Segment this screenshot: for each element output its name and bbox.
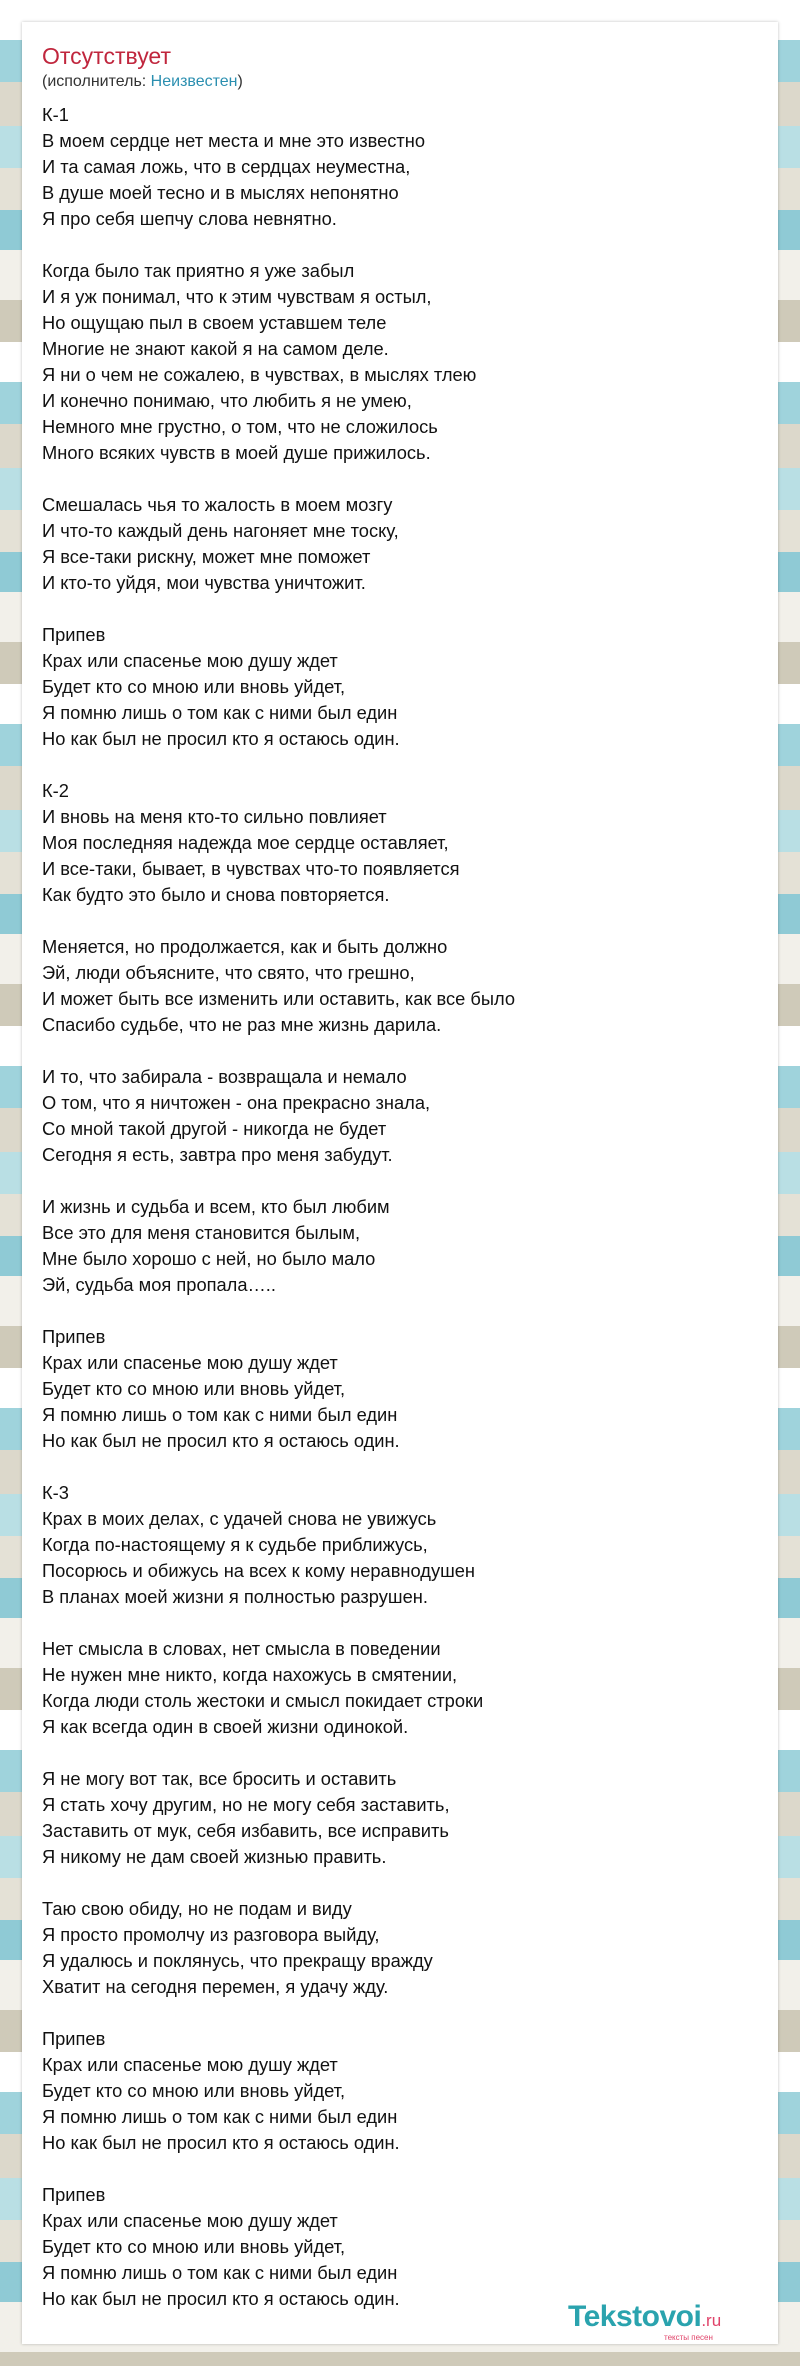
artist-suffix: ) (237, 73, 243, 90)
lyrics-stanza (42, 934, 742, 1038)
artist-link[interactable]: Неизвестен (150, 73, 238, 90)
lyric-line: Многие не знают какой я на самом деле. (42, 338, 389, 359)
lyric-line: О том, что я ничтожен - она прекрасно знала, (42, 1092, 431, 1113)
lyric-line: И жизнь и судьба и всем, кто был любим (42, 1196, 390, 1217)
lyric-line: Не нужен мне никто, когда нахожусь в смятении, (42, 1664, 458, 1685)
lyric-line: Я не могу вот так, все бросить и оставить (42, 1768, 397, 1789)
lyric-line: Меняется, но продолжается, как и быть должно (42, 936, 448, 957)
lyric-line: Я все-таки рискну, может мне поможет (42, 546, 371, 567)
logo-tagline: тексты песен (664, 2333, 713, 2342)
lyric-line: В планах моей жизни я полностью разрушен. (42, 1586, 428, 1607)
lyric-line: Сегодня я есть, завтра про меня забудут. (42, 1144, 393, 1165)
lyrics-stanza (42, 1896, 742, 2000)
stanza-heading: Припев (42, 2184, 106, 2205)
stanza-heading: К-3 (42, 1482, 69, 1503)
lyric-line: Моя последняя надежда мое сердце оставляет, (42, 832, 449, 853)
lyric-line: Эй, люди объясните, что свято, что грешно, (42, 962, 415, 983)
lyric-line: Когда люди столь жестоки и смысл покидает строки (42, 1690, 484, 1711)
lyric-line: И та самая ложь, что в сердцах неуместна, (42, 156, 411, 177)
lyric-line: Нет смысла в словах, нет смысла в поведении (42, 1638, 441, 1659)
lyric-line: Я помню лишь о том как с ними был един (42, 702, 398, 723)
lyric-line: Но как был не просил кто я остаюсь один. (42, 2132, 400, 2153)
lyrics-stanza (42, 778, 742, 908)
lyrics-stanza (42, 102, 742, 232)
lyric-line: И все-таки, бывает, в чувствах что-то появляется (42, 858, 460, 879)
lyric-line: И может быть все изменить или оставить, как все было (42, 988, 516, 1009)
lyric-line: И конечно понимаю, что любить я не умею, (42, 390, 412, 411)
lyric-line: Крах или спасенье мою душу ждет (42, 2210, 338, 2231)
artist-prefix: (исполнитель: (42, 73, 151, 90)
lyric-line: Я помню лишь о том как с ними был един (42, 2106, 398, 2127)
lyric-line: Я удалюсь и поклянусь, что прекращу вражду (42, 1950, 433, 1971)
lyric-line: И я уж понимал, что к этим чувствам я остыл, (42, 286, 432, 307)
lyric-line: Когда было так приятно я уже забыл (42, 260, 355, 281)
lyric-line: Хватит на сегодня перемен, я удачу жду. (42, 1976, 389, 1997)
lyric-line: Я как всегда один в своей жизни одинокой. (42, 1716, 409, 1737)
lyrics-stanza (42, 258, 742, 466)
lyrics-stanza (42, 1194, 742, 1298)
lyrics-stanza (42, 622, 742, 752)
logo-tld: .ru (701, 2311, 722, 2330)
song-title: Отсутствует (42, 43, 171, 69)
lyric-line: Я про себя шепчу слова невнятно. (42, 208, 337, 229)
lyric-line: Спасибо судьбе, что не раз мне жизнь дарила. (42, 1014, 442, 1035)
lyric-line: Я стать хочу другим, но не могу себя заставить, (42, 1794, 450, 1815)
lyric-line: В моем сердце нет места и мне это известно (42, 130, 426, 151)
lyric-line: И что-то каждый день нагоняет мне тоску, (42, 520, 399, 541)
artist-line (42, 72, 243, 92)
logo-name: Tekstovoi (568, 2300, 702, 2333)
lyric-line: Много всяких чувств в моей душе прижилось. (42, 442, 431, 463)
stanza-heading: К-2 (42, 780, 69, 801)
lyric-line: Эй, судьба моя пропала….. (42, 1274, 276, 1295)
lyric-line: Я никому не дам своей жизнью править. (42, 1846, 387, 1867)
lyric-line: И то, что забирала - возвращала и немало (42, 1066, 407, 1087)
lyric-line: Таю свою обиду, но не подам и виду (42, 1898, 352, 1919)
lyric-line: Но как был не просил кто я остаюсь один. (42, 1430, 400, 1451)
lyric-line: Я помню лишь о том как с ними был един (42, 2262, 398, 2283)
lyric-line: Посорюсь и обижусь на всех к кому неравнодушен (42, 1560, 476, 1581)
lyric-line: Как будто это было и снова повторяется. (42, 884, 390, 905)
lyric-line: Я просто промолчу из разговора выйду, (42, 1924, 380, 1945)
lyric-line: Мне было хорошо с ней, но было мало (42, 1248, 376, 1269)
lyric-line: Когда по-настоящему я к судьбе приближусь, (42, 1534, 428, 1555)
lyric-line: Все это для меня становится былым, (42, 1222, 361, 1243)
stanza-heading: Припев (42, 2028, 106, 2049)
lyrics-card (22, 22, 778, 2344)
lyrics-stanza (42, 1480, 742, 1610)
lyrics-stanza (42, 1636, 742, 1740)
lyrics-text (42, 102, 742, 2338)
lyric-line: Заставить от мук, себя избавить, все исправить (42, 1820, 449, 1841)
stanza-heading: Припев (42, 624, 106, 645)
lyric-line: Будет кто со мною или вновь уйдет, (42, 2236, 346, 2257)
lyric-line: Я ни о чем не сожалею, в чувствах, в мыслях тлею (42, 364, 477, 385)
lyrics-stanza (42, 1766, 742, 1870)
lyric-line: Но как был не просил кто я остаюсь один. (42, 2288, 400, 2309)
lyric-line: И кто-то уйдя, мои чувства уничтожит. (42, 572, 366, 593)
lyric-line: В душе моей тесно и в мыслях непонятно (42, 182, 399, 203)
lyric-line: Будет кто со мною или вновь уйдет, (42, 2080, 346, 2101)
stanza-heading: К-1 (42, 104, 69, 125)
lyrics-stanza (42, 2182, 742, 2312)
lyric-line: Крах или спасенье мою душу ждет (42, 650, 338, 671)
lyrics-stanza (42, 1064, 742, 1168)
lyrics-stanza (42, 492, 742, 596)
lyric-line: Но как был не просил кто я остаюсь один. (42, 728, 400, 749)
stanza-heading: Припев (42, 1326, 106, 1347)
lyrics-stanza (42, 1324, 742, 1454)
lyrics-stanza (42, 2026, 742, 2156)
lyric-line: Будет кто со мною или вновь уйдет, (42, 676, 346, 697)
lyric-line: Со мной такой другой - никогда не будет (42, 1118, 387, 1139)
lyric-line: Но ощущаю пыл в своем уставшем теле (42, 312, 387, 333)
lyric-line: Я помню лишь о том как с ними был един (42, 1404, 398, 1425)
lyric-line: Крах или спасенье мою душу ждет (42, 1352, 338, 1373)
lyric-line: Будет кто со мною или вновь уйдет, (42, 1378, 346, 1399)
lyric-line: Крах или спасенье мою душу ждет (42, 2054, 338, 2075)
site-logo[interactable] (568, 2300, 773, 2342)
lyric-line: Крах в моих делах, с удачей снова не увижусь (42, 1508, 437, 1529)
lyric-line: И вновь на меня кто-то сильно повлияет (42, 806, 387, 827)
lyric-line: Немного мне грустно, о том, что не сложилось (42, 416, 438, 437)
lyric-line: Смешалась чья то жалость в моем мозгу (42, 494, 393, 515)
